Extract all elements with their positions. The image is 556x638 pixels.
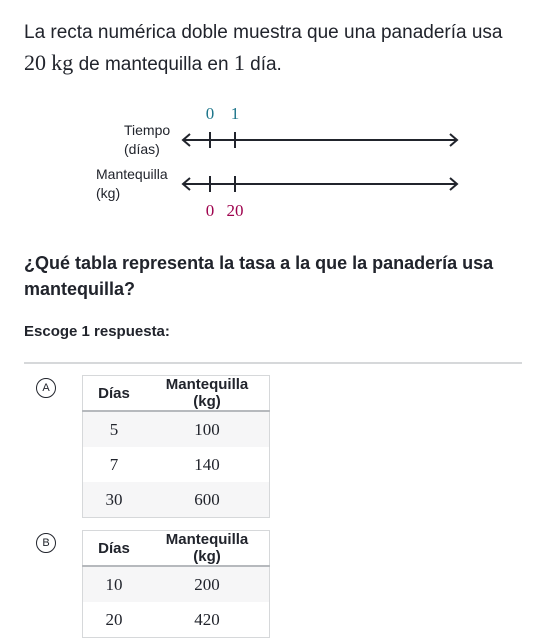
divider xyxy=(24,362,522,364)
table-cell: 10 xyxy=(83,566,146,602)
top-tick-label-0: 0 xyxy=(205,104,215,123)
table-row xyxy=(83,566,270,602)
table-header-dias: Días xyxy=(83,376,146,412)
table-row xyxy=(83,447,270,482)
stem-unit: kg xyxy=(51,50,74,75)
table-cell: 600 xyxy=(145,482,270,518)
problem-stem xyxy=(24,18,524,80)
choice-b-table[interactable] xyxy=(82,530,270,638)
double-number-line xyxy=(0,95,556,225)
table-cell: 140 xyxy=(145,447,270,482)
question-text: ¿Qué tabla representa la tasa a la que la panadería usa mantequilla? xyxy=(24,253,494,299)
stem-suffix: día. xyxy=(250,54,282,75)
table-cell: 7 xyxy=(83,447,146,482)
table-cell: 100 xyxy=(145,411,270,447)
table-cell: 200 xyxy=(145,566,270,602)
table-header-mantequilla: Mantequilla (kg) xyxy=(145,376,270,412)
bottom-tick-label-1: 20 xyxy=(226,201,244,220)
stem-amount: 20 xyxy=(24,50,46,75)
table-row xyxy=(83,482,270,518)
bottom-number-line xyxy=(183,176,457,192)
choice-a-table[interactable] xyxy=(82,375,270,518)
bottom-line-label-2: (kg) xyxy=(96,185,121,201)
top-number-line xyxy=(183,132,457,148)
top-line-label-1: Tiempo xyxy=(124,122,171,138)
answer-instruction: Escoge 1 respuesta: xyxy=(24,323,170,340)
table-cell: 5 xyxy=(83,411,146,447)
choice-letter-a[interactable]: A xyxy=(36,378,56,398)
table-header-mantequilla: Mantequilla (kg) xyxy=(145,531,270,567)
table-row xyxy=(83,411,270,447)
table-cell: 420 xyxy=(145,602,270,638)
bottom-tick-label-0: 0 xyxy=(205,201,215,220)
top-line-label-2: (días) xyxy=(124,141,160,157)
top-tick-label-1: 1 xyxy=(230,104,240,123)
bottom-line-label-1: Mantequilla xyxy=(96,166,168,182)
table-cell: 20 xyxy=(83,602,146,638)
stem-prefix: La recta numérica doble muestra que una panadería usa xyxy=(24,22,503,43)
table-header-dias: Días xyxy=(83,531,146,567)
stem-days: 1 xyxy=(233,50,245,75)
table-cell: 30 xyxy=(83,482,146,518)
table-row xyxy=(83,602,270,638)
stem-mid: de mantequilla en xyxy=(78,54,229,75)
choice-letter-b[interactable]: B xyxy=(36,533,56,553)
